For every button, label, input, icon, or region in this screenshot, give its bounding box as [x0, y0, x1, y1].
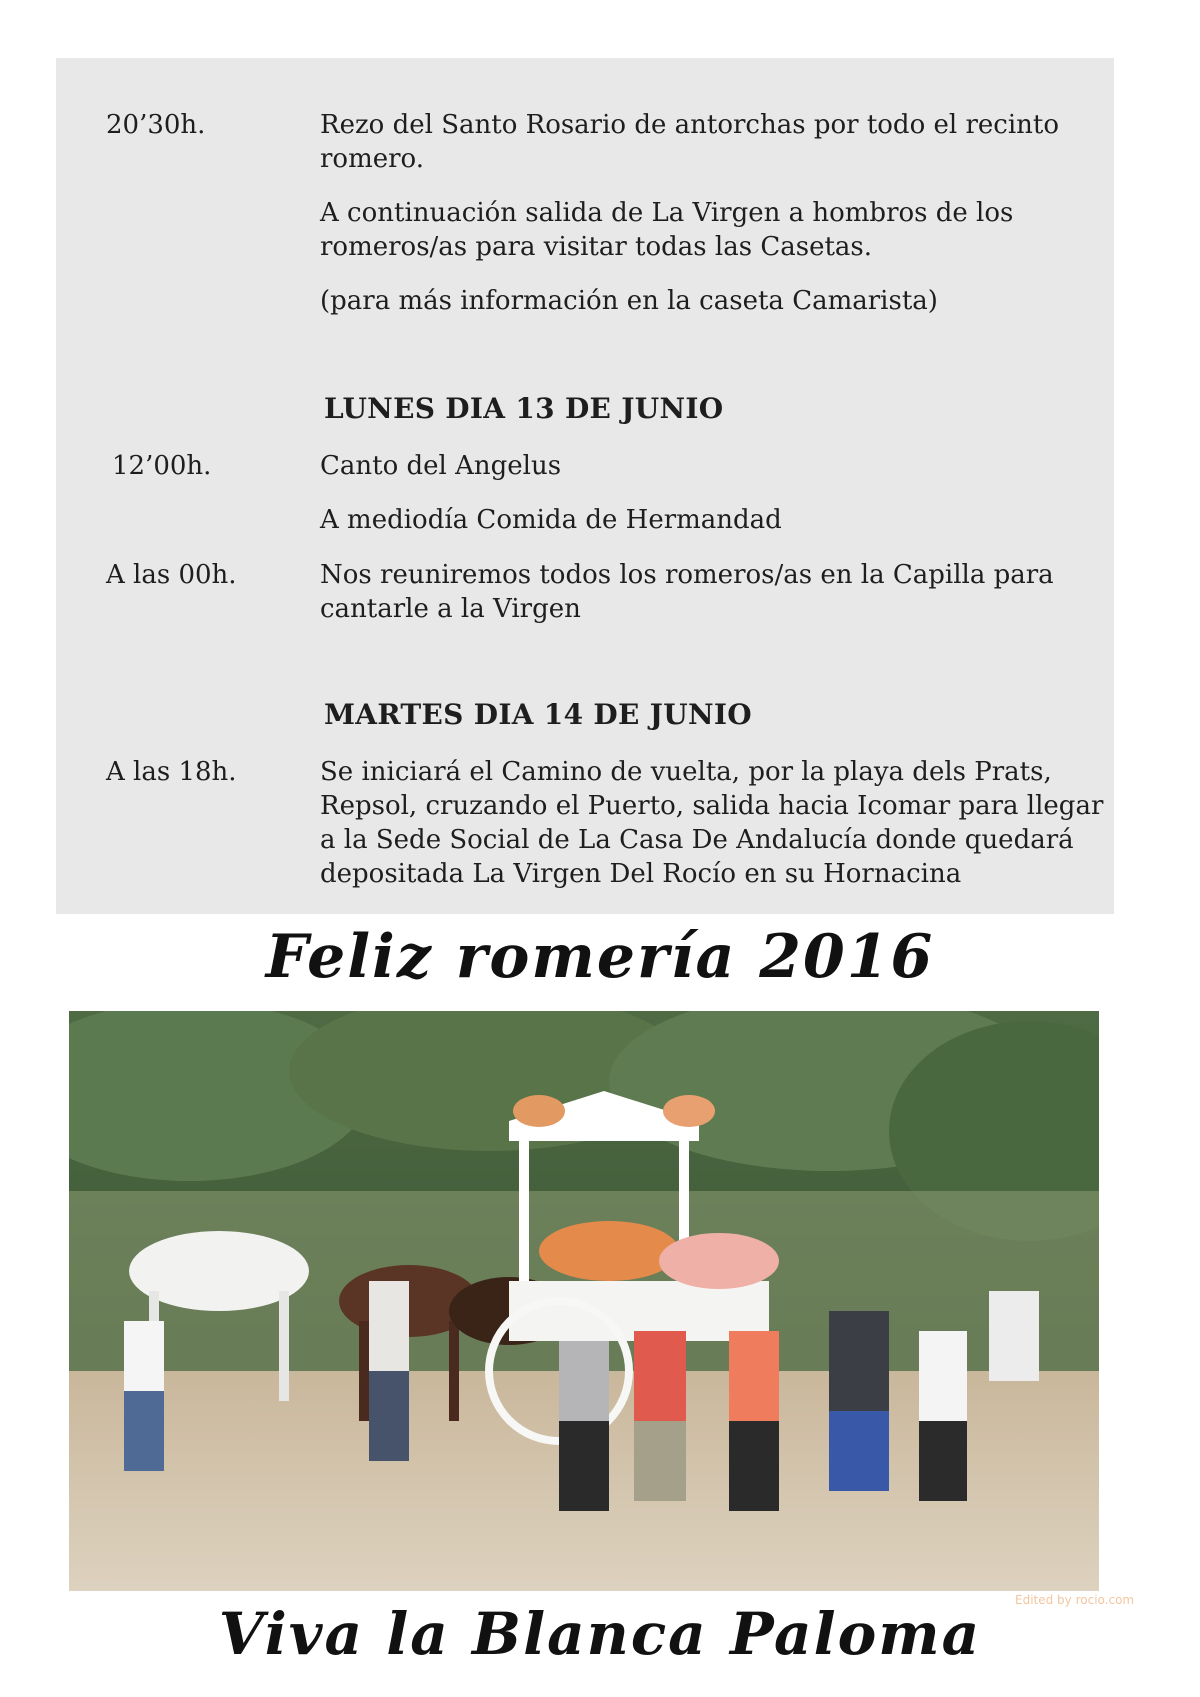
- schedule-panel: [56, 58, 1114, 914]
- event-text: Canto del Angelus: [320, 451, 562, 481]
- day-heading-martes: MARTES DIA 14 DE JUNIO: [324, 698, 752, 731]
- greeting-title: Feliz romería 2016: [265, 922, 935, 992]
- time-label: A las 18h.: [106, 757, 237, 787]
- time-label: A las 00h.: [106, 560, 237, 590]
- day-heading-lunes: LUNES DIA 13 DE JUNIO: [324, 392, 724, 425]
- event-text: A mediodía Comida de Hermandad: [320, 505, 782, 535]
- closing-title: Viva la Blanca Paloma: [218, 1600, 982, 1668]
- romeria-photo: [69, 1011, 1099, 1591]
- credit-text: Edited by rocio.com: [1015, 1593, 1135, 1607]
- event-text: Se iniciará el Camino de vuelta, por la playa dels Prats, Repsol, cruzando el Puerto, salida hacia Icomar para llegar a la Sede Social de La Casa De Andalucía donde quedará depositada La Virgen Del Rocío en su Hornacina: [320, 757, 1104, 889]
- time-label: 12’00h.: [112, 451, 212, 481]
- event-note: (para más información en la caseta Camarista): [320, 286, 938, 316]
- event-text: A continuación salida de La Virgen a hombros de los romeros/as para visitar todas las Casetas.: [320, 198, 1014, 262]
- time-label: 20’30h.: [106, 110, 206, 140]
- event-text: Nos reuniremos todos los romeros/as en la Capilla para cantarle a la Virgen: [320, 560, 1054, 624]
- event-text: Rezo del Santo Rosario de antorchas por todo el recinto romero.: [320, 110, 1059, 174]
